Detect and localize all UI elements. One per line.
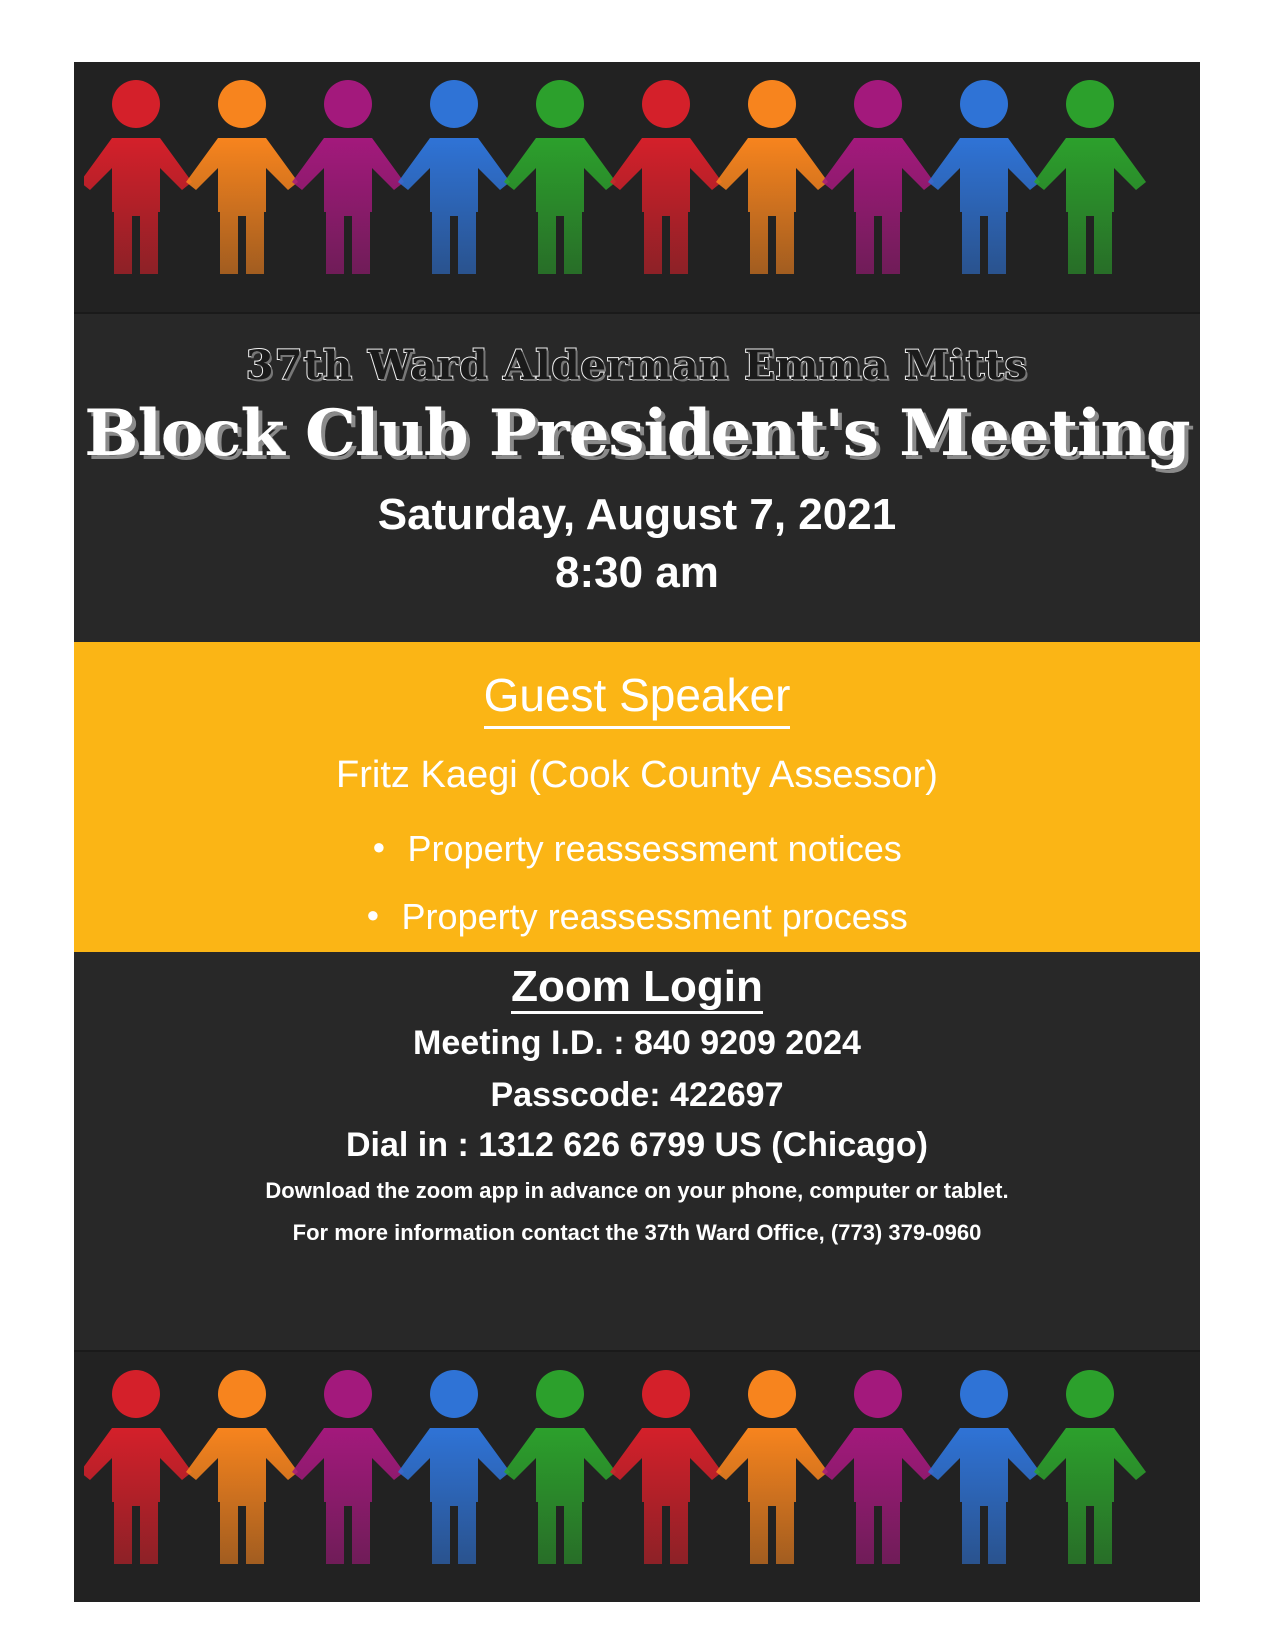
- meeting-date: Saturday, August 7, 2021: [377, 490, 897, 539]
- person-figure-icon: [716, 80, 828, 274]
- dial-in: Dial in : 1312 626 6799 US (Chicago): [345, 1126, 929, 1164]
- list-item: [74, 888, 1200, 956]
- person-figure-icon: [610, 1370, 722, 1564]
- divider: [74, 312, 1200, 314]
- person-figure-icon: [84, 1370, 192, 1564]
- people-chain-bottom: [74, 1352, 1200, 1602]
- person-figure-icon: [504, 80, 616, 274]
- person-figure-icon: [292, 1370, 404, 1564]
- people-chain-top: [74, 62, 1200, 312]
- passcode: Passcode: 422697: [490, 1076, 784, 1114]
- speaker-name: Fritz Kaegi (Cook County Assessor): [336, 754, 938, 796]
- person-figure-icon: [610, 80, 722, 274]
- topic-text: Property reassessment process: [401, 896, 908, 937]
- list-item: [74, 820, 1200, 888]
- person-figure-icon: [928, 80, 1040, 274]
- zoom-login-heading-text: Zoom Login: [511, 962, 763, 1014]
- bullet-icon: ●: [372, 834, 386, 860]
- person-figure-icon: [1034, 80, 1146, 274]
- person-figure-icon: [716, 1370, 828, 1564]
- people-chain-bottom-graphic: [84, 1368, 1190, 1586]
- person-figure-icon: [186, 80, 298, 274]
- person-figure-icon: [504, 1370, 616, 1564]
- person-figure-icon: [928, 1370, 1040, 1564]
- person-figure-icon: [822, 80, 934, 274]
- alderman-title: 37th Ward Alderman Emma Mitts: [245, 342, 1029, 389]
- person-figure-icon: [292, 80, 404, 274]
- person-figure-icon: [1034, 1370, 1146, 1564]
- flyer: [74, 62, 1200, 1590]
- guest-speaker-section: [74, 642, 1200, 952]
- person-figure-icon: [84, 80, 192, 274]
- person-figure-icon: [398, 1370, 510, 1564]
- download-note: Download the zoom app in advance on your phone, computer or tablet.: [265, 1178, 1009, 1203]
- contact-note: For more information contact the 37th Ward Office, (773) 379-0960: [292, 1220, 982, 1245]
- meeting-id: Meeting I.D. : 840 9209 2024: [413, 1024, 861, 1062]
- people-chain-top-graphic: [84, 78, 1190, 296]
- guest-speaker-heading-text: Guest Speaker: [484, 668, 791, 729]
- zoom-login-heading: [74, 962, 1200, 1012]
- meeting-title: Block Club President's Meeting: [84, 396, 1190, 471]
- person-figure-icon: [186, 1370, 298, 1564]
- person-figure-icon: [822, 1370, 934, 1564]
- guest-speaker-heading: [74, 668, 1200, 729]
- topic-list: [74, 820, 1200, 956]
- topic-text: Property reassessment notices: [407, 828, 902, 869]
- person-figure-icon: [398, 80, 510, 274]
- meeting-time: 8:30 am: [555, 548, 719, 597]
- bullet-icon: ●: [366, 902, 380, 928]
